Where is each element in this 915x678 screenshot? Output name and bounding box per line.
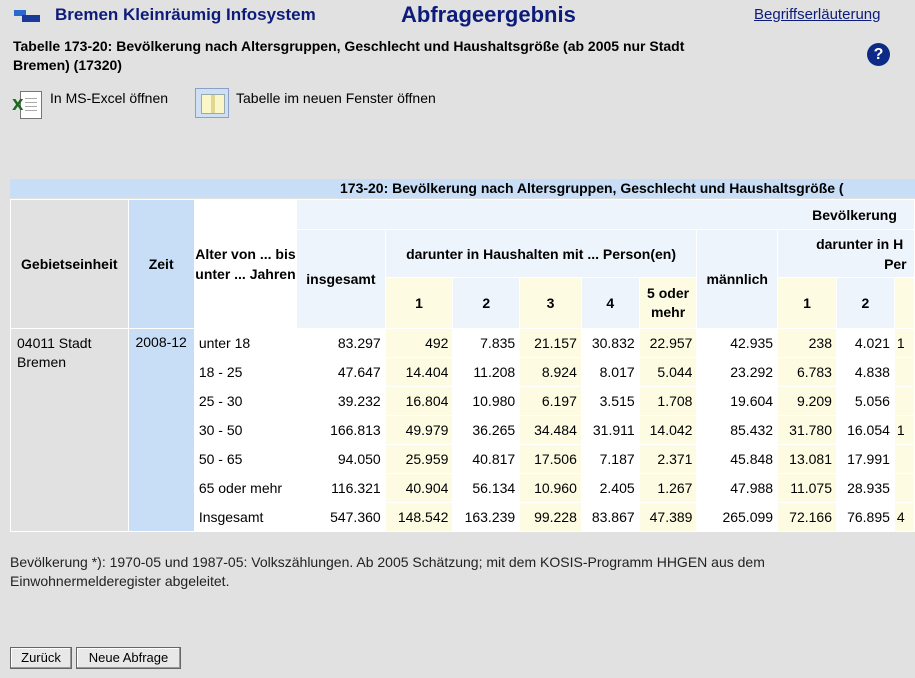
cell-p5: 5.044 (639, 358, 697, 387)
cell-p4: 30.832 (581, 329, 639, 358)
header-p5: 5 oder mehr (639, 278, 697, 329)
cell-m1: 72.166 (778, 503, 837, 532)
cell-gebietseinheit: 04011 Stadt Bremen (11, 329, 129, 532)
cell-p5: 14.042 (639, 416, 697, 445)
cell-p4: 83.867 (581, 503, 639, 532)
cell-ins: 39.232 (297, 387, 386, 416)
footnote: Bevölkerung *): 1970-05 und 1987-05: Volkszählungen. Ab 2005 Schätzung; mit dem KOSIS-Programm HHGEN aus dem Einwohnermelderegister abgeleitet. (10, 554, 765, 589)
logo-icon (14, 10, 40, 22)
cell-p5: 22.957 (639, 329, 697, 358)
header-m2: 2 (836, 278, 894, 329)
cell-cut: 4 (894, 503, 914, 532)
cell-ins: 547.360 (297, 503, 386, 532)
cell-cut (894, 387, 914, 416)
header-alter: Alter von ... bis unter ... Jahren (194, 200, 296, 329)
cell-ins: 47.647 (297, 358, 386, 387)
cell-p4: 2.405 (581, 474, 639, 503)
cell-zeit: 2008-12 (128, 329, 194, 532)
cell-p2: 163.239 (453, 503, 520, 532)
new-window-icon (195, 88, 229, 118)
cell-cut (894, 445, 914, 474)
cell-cut: 1 (894, 329, 914, 358)
header-insgesamt: insgesamt (297, 230, 386, 329)
new-window-label: Tabelle im neuen Fenster öffnen (236, 90, 436, 106)
cell-ins: 94.050 (297, 445, 386, 474)
cell-p3: 8.924 (520, 358, 582, 387)
cell-p1: 492 (385, 329, 453, 358)
cell-ins: 166.813 (297, 416, 386, 445)
header-darunter: darunter in Haushalten mit ... Person(en) (385, 230, 697, 278)
header-p3: 3 (520, 278, 582, 329)
cell-p4: 31.911 (581, 416, 639, 445)
result-table (10, 179, 915, 533)
header-p1: 1 (385, 278, 453, 329)
cell-p2: 36.265 (453, 416, 520, 445)
header-maennlich: männlich (697, 230, 778, 329)
excel-icon: X (12, 88, 42, 120)
cell-p2: 7.835 (453, 329, 520, 358)
cell-m: 42.935 (697, 329, 778, 358)
cell-m1: 11.075 (778, 474, 837, 503)
header-zeit: Zeit (128, 200, 194, 329)
page-title: Abfrageergebnis (401, 2, 576, 27)
cell-p3: 6.197 (520, 387, 582, 416)
cell-m2: 28.935 (836, 474, 894, 503)
cell-p3: 34.484 (520, 416, 582, 445)
cell-p3: 99.228 (520, 503, 582, 532)
cell-p2: 11.208 (453, 358, 520, 387)
cell-m2: 17.991 (836, 445, 894, 474)
cell-m1: 13.081 (778, 445, 837, 474)
cell-m2: 76.895 (836, 503, 894, 532)
header-gebietseinheit: Gebietseinheit (11, 200, 129, 329)
cell-p4: 3.515 (581, 387, 639, 416)
cell-m2: 4.838 (836, 358, 894, 387)
cell-m: 45.848 (697, 445, 778, 474)
cell-alter: 18 - 25 (194, 358, 296, 387)
header-darunter-2: darunter in H Per (778, 230, 915, 278)
header-m1: 1 (778, 278, 837, 329)
cell-p1: 25.959 (385, 445, 453, 474)
cell-p2: 10.980 (453, 387, 520, 416)
cell-p2: 56.134 (453, 474, 520, 503)
cell-alter: unter 18 (194, 329, 296, 358)
cell-cut (894, 474, 914, 503)
cell-m: 47.988 (697, 474, 778, 503)
help-icon[interactable]: ? (867, 43, 890, 66)
cell-alter: 50 - 65 (194, 445, 296, 474)
cell-ins: 116.321 (297, 474, 386, 503)
data-grid (10, 199, 915, 532)
cell-p2: 40.817 (453, 445, 520, 474)
cell-p5: 2.371 (639, 445, 697, 474)
cell-m1: 238 (778, 329, 837, 358)
cell-alter: 30 - 50 (194, 416, 296, 445)
cell-m1: 31.780 (778, 416, 837, 445)
cell-p3: 21.157 (520, 329, 582, 358)
cell-alter: Insgesamt (194, 503, 296, 532)
back-button[interactable]: Zurück (10, 647, 72, 669)
cell-m2: 5.056 (836, 387, 894, 416)
cell-p1: 148.542 (385, 503, 453, 532)
cell-p5: 1.267 (639, 474, 697, 503)
cell-p4: 8.017 (581, 358, 639, 387)
brand-title: Bremen Kleinräumig Infosystem (55, 5, 316, 24)
cell-alter: 65 oder mehr (194, 474, 296, 503)
cell-m1: 9.209 (778, 387, 837, 416)
cell-p5: 47.389 (639, 503, 697, 532)
excel-open-label: In MS-Excel öffnen (50, 90, 169, 106)
table-banner: 173-20: Bevölkerung nach Altersgruppen, Geschlecht und Haushaltsgröße ( (10, 179, 915, 198)
cell-ins: 83.297 (297, 329, 386, 358)
table-row (11, 329, 915, 358)
cell-alter: 25 - 30 (194, 387, 296, 416)
cell-m2: 4.021 (836, 329, 894, 358)
cell-m1: 6.783 (778, 358, 837, 387)
header (0, 0, 915, 32)
cell-m: 85.432 (697, 416, 778, 445)
cell-p1: 49.979 (385, 416, 453, 445)
header-p2: 2 (453, 278, 520, 329)
table-title: Tabelle 173-20: Bevölkerung nach Altersgruppen, Geschlecht und Haushaltsgröße (ab 2005 nur Stadt Bremen) (17320) (13, 38, 685, 73)
cell-cut: 1 (894, 416, 914, 445)
cell-cut (894, 358, 914, 387)
cell-m2: 16.054 (836, 416, 894, 445)
cell-m: 19.604 (697, 387, 778, 416)
cell-p1: 16.804 (385, 387, 453, 416)
cell-p5: 1.708 (639, 387, 697, 416)
cell-p1: 14.404 (385, 358, 453, 387)
cell-p3: 10.960 (520, 474, 582, 503)
glossary-link[interactable]: Begriffserläuterung (754, 6, 881, 23)
cell-m: 265.099 (697, 503, 778, 532)
header-bevoelkerung: Bevölkerung (297, 200, 915, 230)
cell-p1: 40.904 (385, 474, 453, 503)
cell-m: 23.292 (697, 358, 778, 387)
header-p4: 4 (581, 278, 639, 329)
cell-p3: 17.506 (520, 445, 582, 474)
new-query-button[interactable]: Neue Abfrage (76, 647, 181, 669)
cell-p4: 7.187 (581, 445, 639, 474)
